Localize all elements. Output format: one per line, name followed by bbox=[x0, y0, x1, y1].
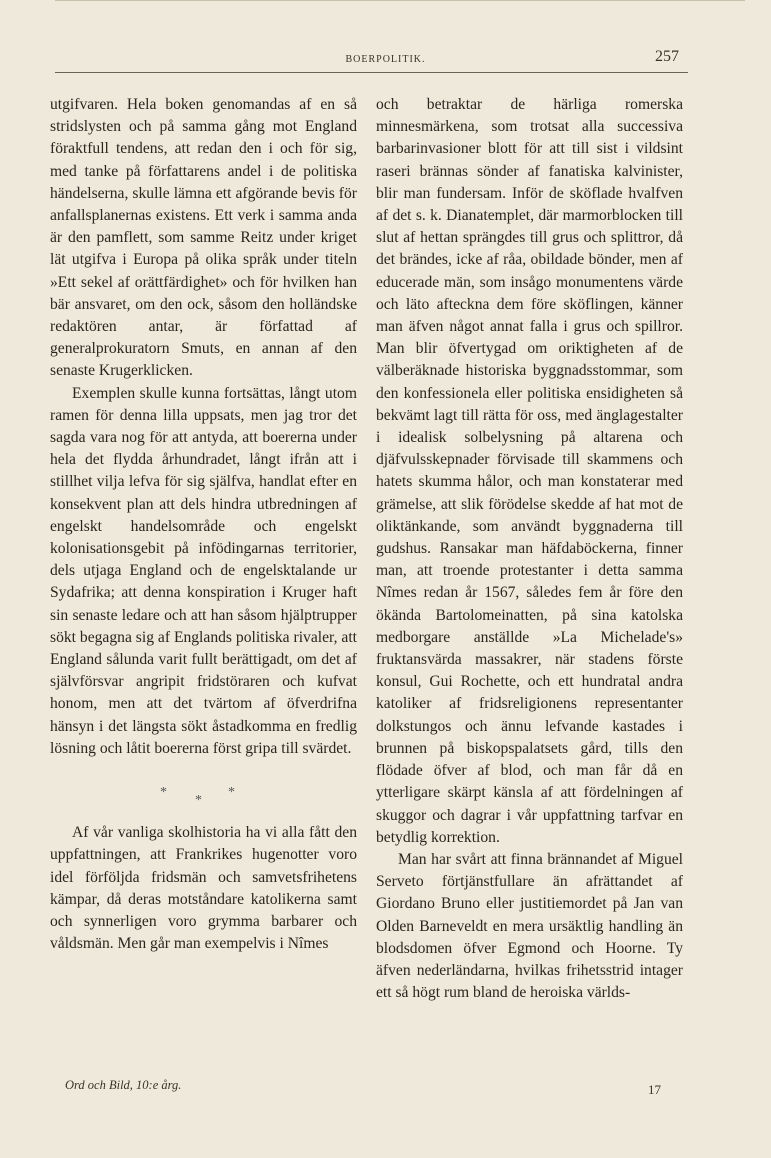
left-paragraph-3: Af vår vanliga skolhistoria ha vi alla fått den uppfattningen, att Frankrikes hugenotter voro idel förföljda fridsmän och samvetsfrihetens kämpar, då deras motståndare katolikerna samt och synnerligen voro grymma barbarer och våldsmän. Men går man exempelvis i Nîmes bbox=[50, 824, 357, 953]
right-paragraph-2: Man har svårt att finna brännandet af Miguel Serveto förtjänstfullare än afrättandet af Giordano Bruno eller justitiemordet på Jan van Olden Barneveldt en mera ursäktlig handling än blodsdomen öfver Egmond och Hoorne. Ty äfven nederländarna, hvilkas frihetsstrid intager ett så högt rum bland de heroiska världs- bbox=[376, 850, 683, 1002]
right-column bbox=[376, 94, 683, 1004]
right-paragraph-1: och betraktar de härliga romerska minnesmärkena, som trotsat alla successiva barbarinvasioner blott för att till sist i vildsint raseri brännas sönder af fanatiska kalvinister, blir man fundersam. Inför de sköflade hvalfven af det s. k. Dianatemplet, där marmorblocken till slut af hettan sprängdes till grus och splittror, då det brändes, icke af råa, obildade bönder, men af educerade män, som insågo monumentens värde och läto afteckna dem före sköflingen, känner man äfven något annat falla i grus och spillror. Man blir öfvertygad om oriktigheten af de välberäknade historiska byggnadsstommar, som den konfessionela eller politiska ensidigheten så bekvämt lagt till rätta för oss, med änglagestalter i idealisk solbelysning på altarena och djäfvulsskepnader förvisade till skammens och hatets skumma hålor, och man konstaterar med grämelse, att slik förödelse skedde af hat mot de oliktänkande, som användt byggnaderna till gudshus. Ransakar man häfdaböckerna, finner man, att troende protestanter i detta samma Nîmes redan år 1567, således fem år före den ökända Bartolomeinatten, på sina katolska medborgare anställde »La Michelade's» fruktansvärda massakrer, när stadens förste konsul, Gui Rochette, och ett hundratal andra katoliker af fridsreligionens representanter dolkstungos och ännu lefvande kastades i brunnen på biskopspalatsets gård, tills den flödade öfver af blod, och man får då en ytterligare skärpt känsla af att fördelningen af skuggor och dagrar i vår uppfattning tarfvar en betydlig korrektion. bbox=[376, 96, 683, 846]
divider-star: * bbox=[160, 785, 167, 801]
divider-star: * bbox=[195, 793, 202, 809]
divider-star: * bbox=[228, 785, 235, 801]
top-edge-rule bbox=[55, 0, 745, 1]
footer-source: Ord och Bild, 10:e årg. bbox=[65, 1078, 182, 1092]
left-column bbox=[50, 94, 357, 955]
running-head: BOERPOLITIK. bbox=[345, 54, 426, 65]
left-paragraph-1: utgifvaren. Hela boken genomandas af en så stridslysten och på samma gång mot England föraktfull tendens, att redan den i och för sig, med tanke på författarens andel i de politiska händelserna, skulle lämna ett afgörande bevis för anfallsplanernas existens. Ett verk i samma anda är den pamflett, som samme Reitz under kriget lät utgifva i Europa på olika språk under titeln »Ett sekel af orättfärdighet» och för hvilken han bär ansvaret, om den ock, såsom den holländske redaktören antar, är författad af generalprokuratorn Smuts, en annan af den senaste Krugerklicken. bbox=[50, 96, 357, 380]
signature-mark: 17 bbox=[648, 1082, 661, 1097]
left-paragraph-2: Exemplen skulle kunna fortsättas, långt utom ramen för denna lilla uppsats, men jag tror det sagda vara nog för att antyda, att boererna under hela det flydda århundradet, långt ifrån att i stillhet vilja lefva för sig själfva, handlat efter en konsekvent plan att dels hindra utbredningen af engelskt handelsområde och engelskt kolonisationsgebit på infödingarnas territorier, dels utjaga England och de engelsktalande ur Sydafrika; att denna konspiration i Kruger haft sin senaste ledare och att han såsom hjälptrupper sökt begagna sig af Englands politiska rivaler, att England sålunda varit fullt berättigadt, om det af självförsvar angripit fridstöraren och kufvat honom, men att det tvärtom af öfverdrifna hänsyn i det längsta sökt åstadkomma en fredlig lösning och låtit boererna först gripa till svärdet. bbox=[50, 384, 357, 757]
section-divider-stars bbox=[50, 764, 357, 822]
page-number: 257 bbox=[655, 48, 679, 65]
header-rule bbox=[55, 72, 688, 73]
